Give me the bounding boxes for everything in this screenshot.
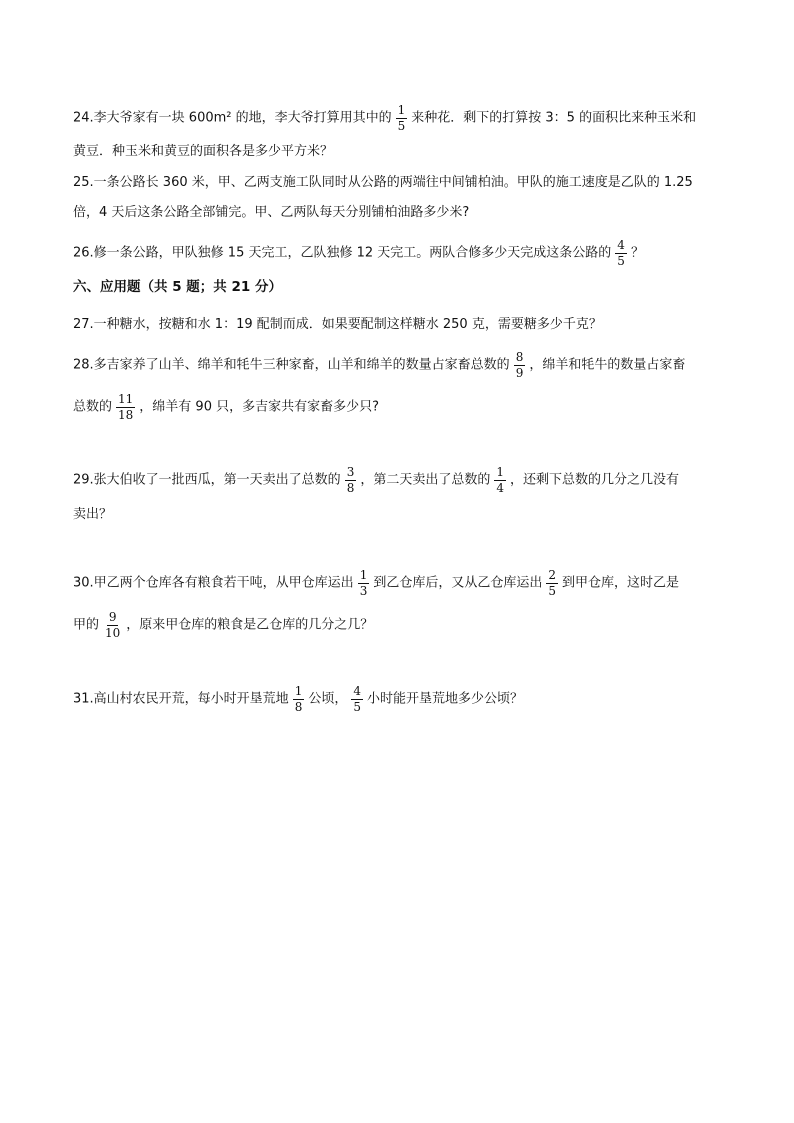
problem-text: 来种花．剩下的打算按 3：5 的面积比来种玉米和 [411, 110, 697, 126]
fraction [396, 104, 408, 133]
fraction [293, 685, 305, 714]
problem-text: ，绵羊和牦牛的数量占家畜 [529, 357, 686, 373]
problem-30-line-2 [73, 611, 733, 640]
fraction [514, 351, 526, 380]
problem-text: 31.高山村农民开荒，每小时开垦荒地 [73, 691, 289, 707]
problem-text: 小时能开垦荒地多少公顷？ [366, 691, 523, 707]
problem-28-line-1 [73, 351, 733, 380]
problem-text: 到乙仓库后，又从乙仓库运出 [373, 575, 543, 591]
fraction [116, 393, 135, 422]
fraction-numerator: 1 [496, 465, 504, 479]
fraction [615, 239, 627, 268]
fraction-numerator: 3 [346, 465, 355, 479]
problem-text: 25.一条公路长 360 米，甲、乙两支施工队同时从公路的两端往中间铺柏油。甲队的施工速度是乙队的 1.25 [73, 175, 693, 190]
fraction [351, 685, 363, 714]
fraction-numerator: 11 [118, 392, 134, 406]
fraction-denominator: 5 [617, 254, 625, 268]
problem-24-line-2 [73, 141, 733, 164]
fraction [494, 466, 506, 495]
fraction [358, 569, 370, 598]
fraction-denominator: 18 [118, 408, 134, 422]
problem-text: 倍，4 天后这条公路全部铺完。甲、乙两队每天分别铺柏油路多少米? [73, 205, 470, 220]
fraction-denominator: 4 [496, 481, 504, 495]
fraction-numerator: 1 [294, 684, 303, 698]
problem-text: 29.张大伯收了一批西瓜，第一天卖出了总数的 [73, 472, 341, 488]
problem-25-line-1 [73, 172, 733, 195]
fraction-numerator: 9 [108, 610, 117, 624]
section-heading: 六、应用题（共 5 题；共 21 分） [73, 279, 282, 295]
problem-27-line-1 [73, 314, 733, 337]
problem-text: 30.甲乙两个仓库各有粮食若干吨，从甲仓库运出 [73, 575, 354, 591]
problem-text: 公顷， [308, 691, 348, 707]
problem-text: ，第二天卖出了总数的 [360, 472, 491, 488]
problem-28-line-2 [73, 393, 733, 422]
problem-text: ，还剩下总数的几分之几没有 [509, 472, 679, 488]
fraction [546, 569, 558, 598]
fraction-denominator: 9 [515, 366, 524, 380]
fraction-denominator: 5 [548, 584, 556, 598]
fraction-denominator: 10 [105, 626, 121, 640]
fraction-denominator: 5 [397, 119, 406, 133]
fraction [345, 466, 357, 495]
fraction-denominator: 3 [359, 584, 368, 598]
fraction-denominator: 8 [346, 481, 355, 495]
problem-text: ？ [630, 245, 644, 261]
problem-29-line-2 [73, 504, 733, 527]
fraction-numerator: 2 [548, 568, 556, 582]
fraction-numerator: 1 [359, 568, 368, 582]
fraction-denominator: 8 [294, 700, 303, 714]
problem-text: 甲的 [73, 617, 100, 633]
fraction-numerator: 4 [353, 684, 361, 698]
problem-text: 到甲仓库，这时乙是 [561, 575, 679, 591]
problem-31-line-1 [73, 685, 733, 714]
problem-text: 卖出？ [73, 507, 113, 522]
fraction [103, 611, 122, 640]
fraction-denominator: 5 [353, 700, 361, 714]
problem-text: 黄豆．种玉米和黄豆的面积各是多少平方米？ [73, 144, 334, 159]
problem-30-line-1 [73, 569, 733, 598]
fraction-numerator: 8 [515, 350, 524, 364]
problem-24-line-1 [73, 104, 733, 133]
problem-text: ，绵羊有 90 只，多吉家共有家畜多少只? [139, 399, 380, 415]
problem-26-line-1 [73, 239, 733, 268]
problem-text: 27.一种糖水，按糖和水 1：19 配制而成．如果要配制这样糖水 250 克，需要糖多少千克？ [73, 317, 602, 332]
problem-text: 28.多吉家养了山羊、绵羊和牦牛三种家畜，山羊和绵羊的数量占家畜总数的 [73, 357, 510, 373]
problem-text: 总数的 [73, 399, 113, 415]
problem-text: 24.李大爷家有一块 600m² 的地，李大爷打算用其中的 [73, 110, 392, 126]
fraction-numerator: 1 [397, 103, 406, 117]
problem-text: ，原来甲仓库的粮食是乙仓库的几分之几？ [126, 617, 374, 633]
problem-text: 26.修一条公路，甲队独修 15 天完工，乙队独修 12 天完工。两队合修多少天完成这条公路的 [73, 245, 612, 261]
fraction-numerator: 4 [617, 238, 625, 252]
problem-25-line-2 [73, 202, 733, 225]
problem-29-line-1 [73, 466, 733, 495]
